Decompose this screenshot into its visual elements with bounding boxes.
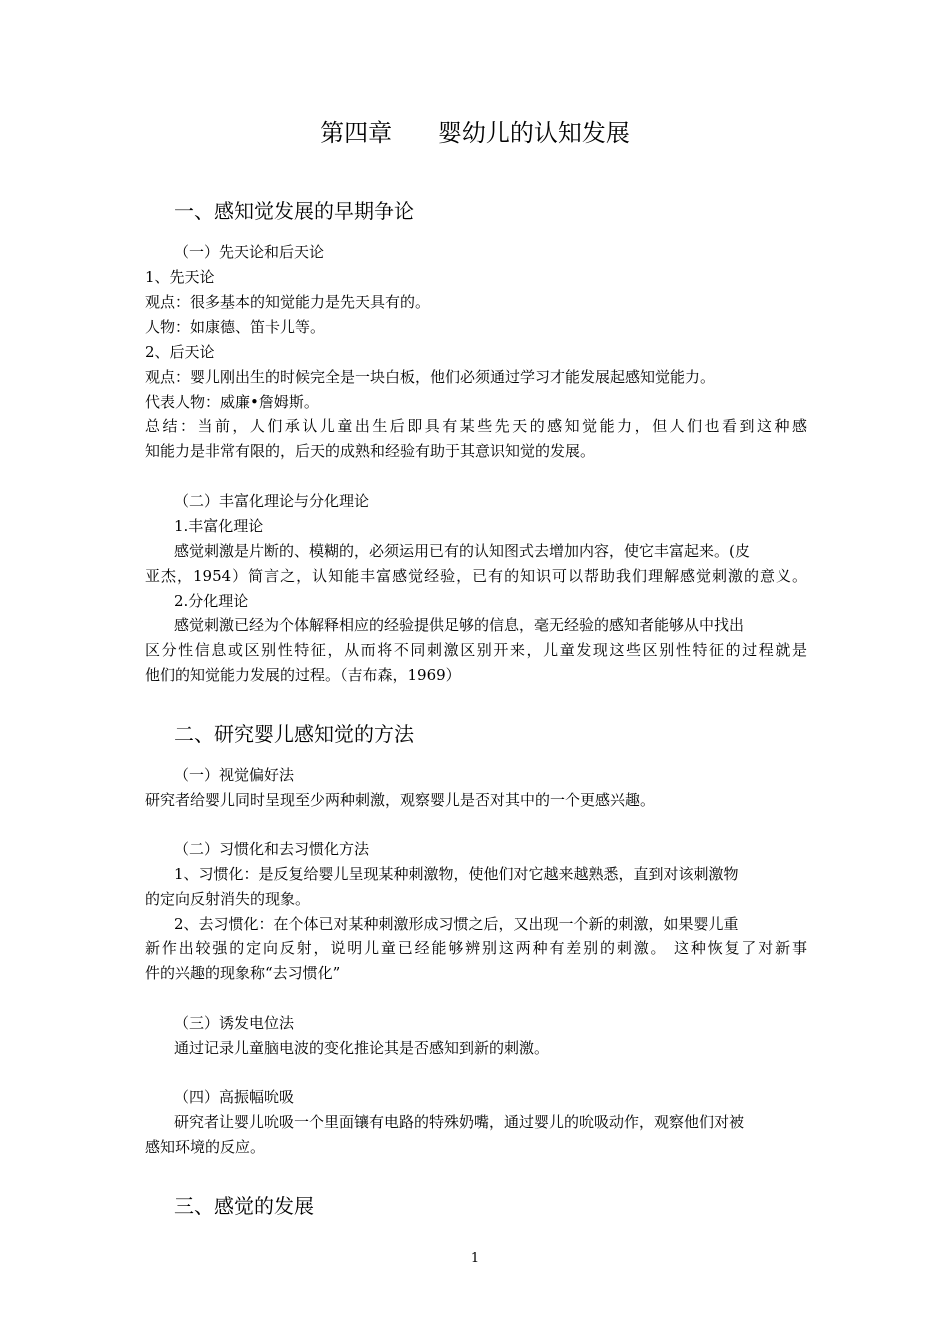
- section-heading-3: 三、感觉的发展: [174, 1194, 314, 1218]
- subsection-heading: （二）丰富化理论与分化理论: [174, 492, 370, 510]
- subsection-heading: （一）先天论和后天论: [174, 243, 325, 261]
- paragraph-line: 人物：如康德、笛卡儿等。: [145, 318, 326, 336]
- paragraph-line: 感觉刺激已经为个体解释相应的经验提供足够的信息，毫无经验的感知者能够从中找出: [174, 616, 745, 634]
- paragraph-line: 1、习惯化：是反复给婴儿呈现某种刺激物，使他们对它越来越熟悉，直到对该刺激物: [174, 865, 739, 883]
- subsection-heading: （四）高振幅吮吸: [174, 1088, 295, 1106]
- paragraph-line: 1.丰富化理论: [174, 517, 264, 535]
- paragraph-line: 亚杰，1954）简言之，认知能丰富感觉经验，已有的知识可以帮助我们理解感觉刺激的意义。: [145, 567, 807, 585]
- paragraph-line: 观点：很多基本的知觉能力是先天具有的。: [145, 293, 431, 311]
- subsection-heading: （一）视觉偏好法: [174, 766, 295, 784]
- paragraph-line: 件的兴趣的现象称“去习惯化”: [145, 964, 341, 982]
- paragraph-line: 总结：当前，人们承认儿童出生后即具有某些先天的感知觉能力，但人们也看到这种感: [145, 417, 807, 435]
- page-number: 1: [470, 1251, 480, 1266]
- section-heading-2: 二、研究婴儿感知觉的方法: [174, 722, 414, 746]
- subsection-heading: （三）诱发电位法: [174, 1014, 295, 1032]
- paragraph-line: 2、后天论: [145, 343, 215, 361]
- subsection-heading: （二）习惯化和去习惯化方法: [174, 840, 370, 858]
- paragraph-line: 通过记录儿童脑电波的变化推论其是否感知到新的刺激。: [174, 1039, 550, 1057]
- paragraph-line: 知能力是非常有限的，后天的成熟和经验有助于其意识知觉的发展。: [145, 442, 596, 460]
- paragraph-line: 研究者让婴儿吮吸一个里面镶有电路的特殊奶嘴，通过婴儿的吮吸动作，观察他们对被: [174, 1113, 745, 1131]
- paragraph-line: 的定向反射消失的现象。: [145, 890, 311, 908]
- paragraph-line: 研究者给婴儿同时呈现至少两种刺激，观察婴儿是否对其中的一个更感兴趣。: [145, 791, 656, 809]
- chapter-title: 第四章 婴幼儿的认知发展: [320, 119, 630, 147]
- paragraph-line: 2.分化理论: [174, 592, 249, 610]
- paragraph-line: 2、去习惯化：在个体已对某种刺激形成习惯之后，又出现一个新的刺激，如果婴儿重: [174, 915, 739, 933]
- paragraph-line: 新作出较强的定向反射，说明儿童已经能够辨别这两种有差别的刺激。 这种恢复了对新事: [145, 939, 807, 957]
- paragraph-line: 区分性信息或区别性特征，从而将不同刺激区别开来，儿童发现这些区别性特征的过程就是: [145, 641, 807, 659]
- section-heading-1: 一、感知觉发展的早期争论: [174, 199, 414, 223]
- paragraph-line: 感知环境的反应。: [145, 1138, 266, 1156]
- paragraph-line: 他们的知觉能力发展的过程。（吉布森，1969）: [145, 666, 461, 684]
- paragraph-line: 代表人物：威廉•詹姆斯。: [145, 393, 319, 411]
- paragraph-line: 观点：婴儿刚出生的时候完全是一块白板，他们必须通过学习才能发展起感知觉能力。: [145, 368, 716, 386]
- paragraph-line: 感觉刺激是片断的、模糊的，必须运用已有的认知图式去增加内容，使它丰富起来。(皮: [174, 542, 750, 560]
- paragraph-line: 1、先天论: [145, 268, 215, 286]
